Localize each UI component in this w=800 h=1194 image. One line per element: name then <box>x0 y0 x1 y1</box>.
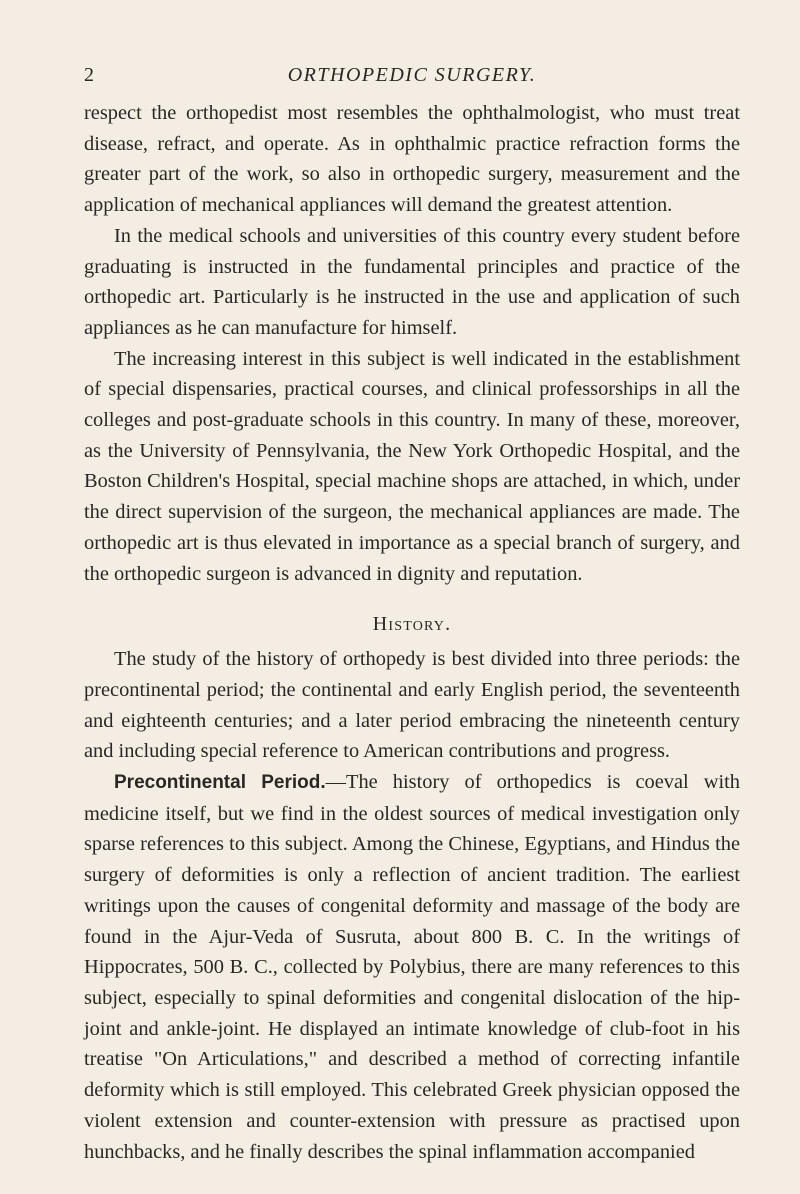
running-head <box>84 64 740 90</box>
paragraph-1: respect the orthopedist most resembles the ophthalmologist, who must treat disease, refract, and operate. As in ophthalmic practice refraction forms the greater part of the work, so also in orthopedic surgery, measurement and the application of mechanical appliances will demand the greatest attention. <box>84 102 740 217</box>
paragraph-2: In the medical schools and universities of this country every student before graduating is instructed in the fundamental principles and practice of the orthopedic art. Particularly is he instructed in the use and application of such appliances as he can manufacture for himself. <box>84 224 740 339</box>
paragraph-4: The study of the history of orthopedy is best divided into three periods: the precontinental period; the continental and early English period, the seventeenth and eighteenth centuries; and a later period embracing the nineteenth century and including special reference to American contributions and progress. <box>84 648 740 763</box>
page-number: 2 <box>84 64 94 86</box>
paragraph-5-text: —The history of orthopedics is coeval with medicine itself, but we find in the oldest sources of medical investigation only sparse references to this subject. Among the Chinese, Egyptians, and Hindus the surgery of deformities is only a reflection of ancient tradition. The earliest writings upon the causes of congenital deformity and massage of the body are found in the Ajur-Veda of Susruta, about 800 B. C. In the writings of Hippocrates, 500 B. C., collected by Polybius, there are many references to this subject, especially to spinal deformities and congenital dislocation of the hip-joint and ankle-joint. He displayed an intimate knowledge of club-foot in his treatise "On Articulations," and described a method of correcting infantile deformity which is still employed. This celebrated Greek physician opposed the violent extension and counter-extension with pressure as practised upon hunchbacks, and he finally describes the spinal inflammation accompanied <box>84 771 741 1163</box>
paragraph-3: The increasing interest in this subject is well indicated in the establishment of special dispensaries, practical courses, and clinical professorships in all the colleges and post-graduate schools in this country. In many of these, moreover, as the University of Pennsylvania, the New York Orthopedic Hospital, and the Boston Children's Hospital, special machine shops are attached, in which, under the direct supervision of the surgeon, the mechanical appliances are made. The orthopedic art is thus elevated in importance as a special branch of surgery, and the orthopedic surgeon is advanced in dignity and reputation. <box>84 347 740 585</box>
running-title: ORTHOPEDIC SURGERY. <box>287 64 537 86</box>
subheading-precontinental-period: Precontinental Period. <box>114 772 326 794</box>
paragraph-5 <box>84 767 740 1167</box>
body-text <box>84 98 740 1167</box>
section-heading-history: History. <box>372 613 452 636</box>
